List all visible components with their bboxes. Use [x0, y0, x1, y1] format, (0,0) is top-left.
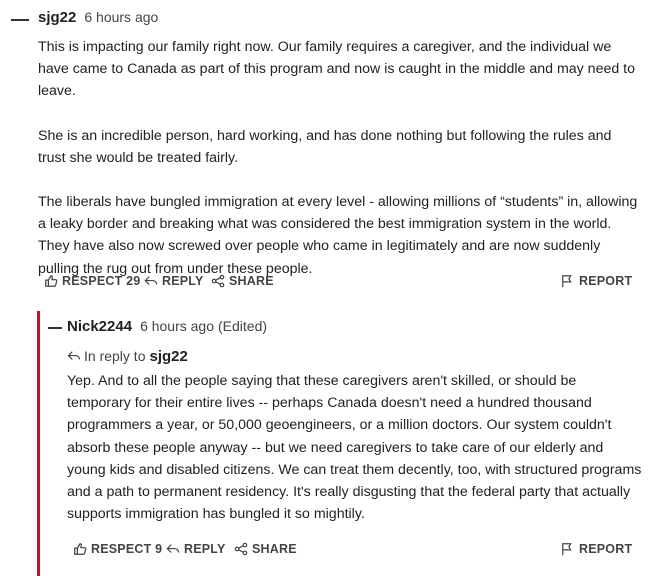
in-reply-label: In reply to	[84, 348, 146, 364]
comment-paragraph: This is impacting our family right now. Our family requires a caregiver, and the individual we have came to Canada as part of this program and now is caught in the middle and may need to leave.	[38, 39, 636, 100]
reply-icon	[67, 350, 81, 362]
report-button[interactable]	[561, 270, 632, 292]
comment-header	[67, 318, 267, 340]
collapse-button[interactable]	[11, 19, 29, 21]
report-label: REPORT	[579, 542, 633, 556]
share-icon	[234, 542, 248, 556]
reply-thread-bar	[37, 311, 40, 576]
reply-button[interactable]	[144, 270, 204, 292]
comment-actions	[0, 538, 652, 560]
in-reply-to	[67, 345, 188, 367]
comment-body	[67, 370, 642, 547]
comment-timestamp: 6 hours ago	[84, 9, 159, 25]
in-reply-to-author[interactable]: sjg22	[149, 347, 188, 365]
respect-button[interactable]	[44, 270, 140, 292]
comment-author[interactable]: sjg22	[38, 9, 77, 26]
comment-paragraph: She is an incredible person, hard working, and has done nothing but following the rules and trust she would be treated fairly.	[38, 127, 612, 166]
reply-label: REPLY	[162, 274, 204, 288]
respect-label: RESPECT 9	[91, 542, 163, 556]
reply-label: REPLY	[184, 542, 226, 556]
comment-author[interactable]: Nick2244	[67, 318, 133, 335]
respect-label: RESPECT 29	[62, 274, 141, 288]
share-button[interactable]	[211, 270, 274, 292]
thumbs-up-icon	[73, 542, 87, 556]
comment-paragraph: Yep. And to all the people saying that these caregivers aren't skilled, or should be temporary for their entire lives -- perhaps Canada doesn't need a hundred thousand programmers a year, or 50,000 geoengineers, or a million doctors. Our system couldn't absorb these people anyway -- but we need caregivers to take care of our elderly and young kids and disabled citizens. We can treat them decently, too, with structured programs and a path to permanent residency. It's really disgusting that the federal party that actually supports immigration has bungled it so mightily.	[67, 373, 642, 523]
report-label: REPORT	[579, 274, 633, 288]
report-button[interactable]	[561, 538, 632, 560]
share-label: SHARE	[229, 274, 274, 288]
reply-button[interactable]	[166, 538, 226, 560]
comment-header	[38, 9, 158, 31]
thumbs-up-icon	[44, 274, 58, 288]
share-button[interactable]	[234, 538, 297, 560]
comment-timestamp: 6 hours ago	[140, 318, 215, 334]
share-icon	[211, 274, 225, 288]
share-label: SHARE	[252, 542, 297, 556]
flag-icon	[561, 274, 575, 288]
comment-actions	[0, 270, 652, 292]
collapse-button[interactable]	[48, 327, 62, 329]
flag-icon	[561, 542, 575, 556]
respect-button[interactable]	[73, 538, 162, 560]
reply-icon	[166, 542, 180, 556]
comment-paragraph: The liberals have bungled immigration at every level - allowing millions of “students” in, allowing a leaky border and breaking what was considered the best immigration system in the world. They have also now screwed over people who came in legitimately and are now suddenly pulling the rug out from under these people.	[38, 194, 638, 277]
comment-body	[38, 36, 638, 302]
edited-label: (Edited)	[218, 318, 268, 334]
reply-icon	[144, 274, 158, 288]
